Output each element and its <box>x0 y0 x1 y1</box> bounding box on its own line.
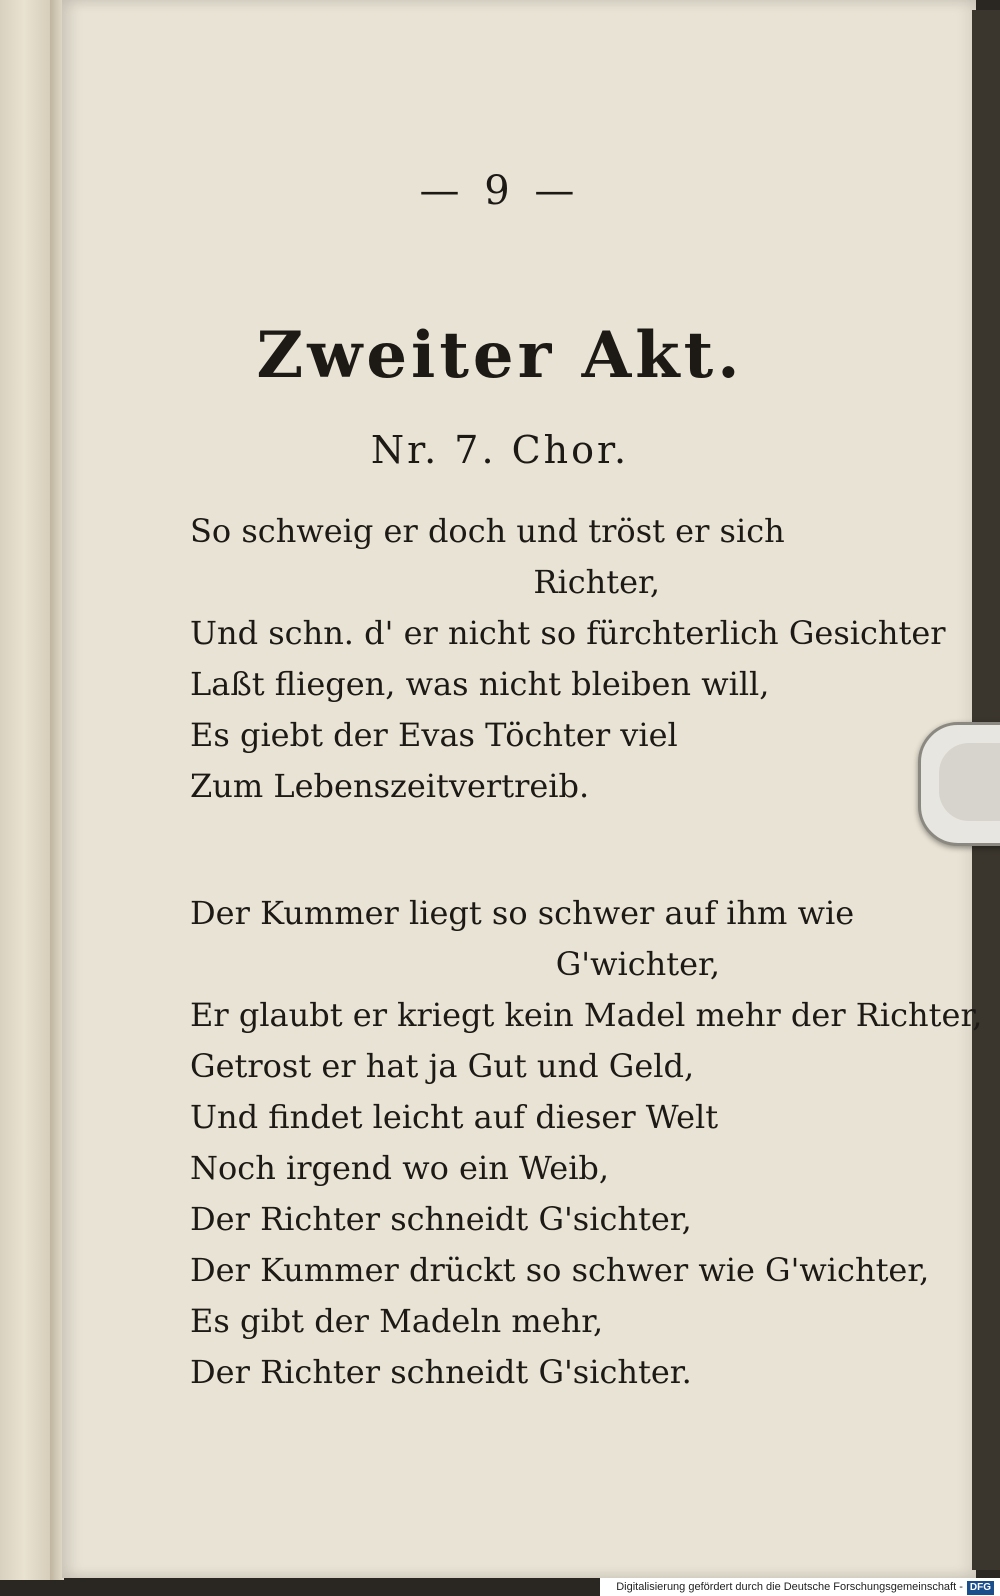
verse-line: Der Kummer drückt so schwer wie G'wichter, <box>190 1251 930 1289</box>
verse-line: Er glaubt er kriegt kein Madel mehr der Richter, <box>190 996 983 1034</box>
page-number: — 9 — <box>419 168 581 214</box>
verse-line: G'wichter, <box>555 945 720 983</box>
verse-line: Es gibt der Madeln mehr, <box>190 1302 604 1340</box>
act-title: Zweiter Akt. <box>256 318 744 393</box>
verse-line: Richter, <box>533 563 660 601</box>
verse-line: Und schn. d' er nicht so fürchterlich Gesichter <box>190 614 946 652</box>
verse-line: Noch irgend wo ein Weib, <box>190 1149 610 1187</box>
verse-line: Es giebt der Evas Töchter viel <box>190 716 678 754</box>
verse-line: Laßt fliegen, was nicht bleiben will, <box>190 665 770 703</box>
digitization-credit <box>600 1578 1000 1596</box>
verse-line: So schweig er doch und tröst er sich <box>190 512 785 550</box>
dfg-logo: DFG <box>967 1581 994 1595</box>
number-heading: Nr. 7. Chor. <box>370 428 630 472</box>
stanza-1 <box>190 506 946 812</box>
verse-line: Der Kummer liegt so schwer auf ihm wie <box>190 894 855 932</box>
stanza-2 <box>190 888 983 1398</box>
credit-text: Digitalisierung gefördert durch die Deutsche Forschungsgemeinschaft - <box>616 1581 963 1593</box>
verse-line: Und findet leicht auf dieser Welt <box>190 1098 719 1136</box>
verse-line: Der Richter schneidt G'sichter, <box>190 1200 692 1238</box>
verse-line: Der Richter schneidt G'sichter. <box>190 1353 692 1391</box>
verse-line: Zum Lebenszeitvertreib. <box>190 767 590 805</box>
verse-line: Getrost er hat ja Gut und Geld, <box>190 1047 695 1085</box>
